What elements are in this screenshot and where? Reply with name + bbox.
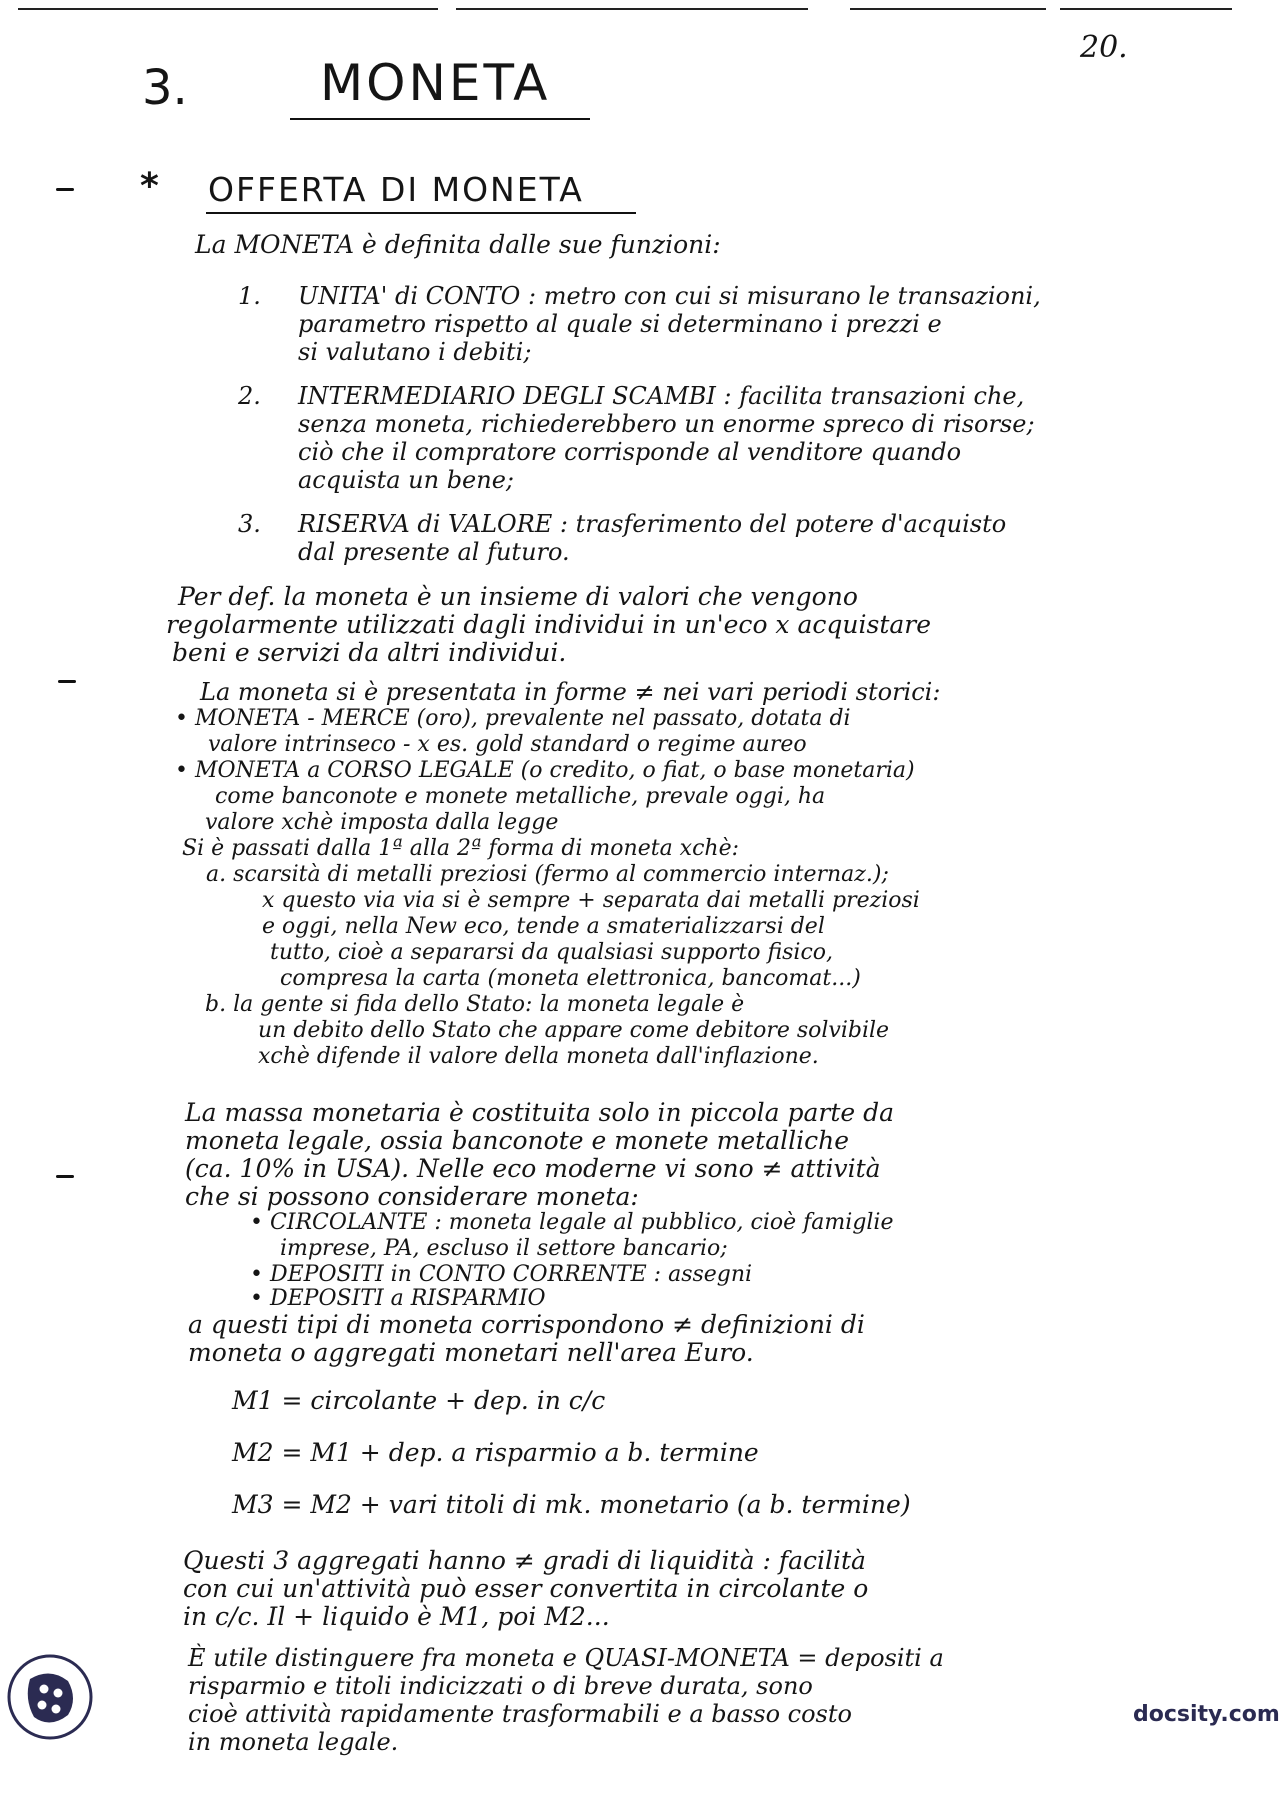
margin-mark [58,680,76,683]
function-line: senza moneta, richiederebbero un enorme spreco di risorse; [298,410,1035,438]
forms-line: La moneta si è presentata in forme ≠ nei vari periodi storici: [200,678,941,706]
forms-line: e oggi, nella New eco, tende a smaterializzarsi del [262,914,825,939]
definition-line: Per def. la moneta è un insieme di valori che vengono [178,582,858,611]
function-line: UNITA' di CONTO : metro con cui si misurano le transazioni, [298,282,1041,310]
money-mass-line: La massa monetaria è costituita solo in piccola parte da [185,1098,895,1127]
margin-mark [56,188,74,191]
section-underline [206,212,636,214]
forms-line: un debito dello Stato che appare come debitore solvibile [258,1018,890,1043]
top-rule [850,8,1046,10]
forms-line: xchè difende il valore della moneta dall'inflazione. [258,1044,819,1069]
quasi-money-line: cioè attività rapidamente trasformabili e a basso costo [188,1700,852,1728]
function-line: parametro rispetto al quale si determinano i prezzi e [298,310,942,338]
aggregate-formula: M1 = circolante + dep. in c/c [232,1386,606,1415]
function-line: ciò che il compratore corrisponde al venditore quando [298,438,962,466]
money-mass-line: moneta o aggregati monetari nell'area Euro. [188,1338,754,1367]
page-number: 20. [1080,30,1128,65]
section-title: OFFERTA DI MONETA [208,170,584,209]
definition-line: regolarmente utilizzati dagli individui in un'eco x acquistare [166,610,932,639]
money-mass-line: • DEPOSITI in CONTO CORRENTE : assegni [250,1262,753,1287]
function-number: 3. [238,510,261,538]
chapter-underline [290,118,590,120]
docsity-logo-icon [6,1653,94,1741]
function-line: si valutano i debiti; [298,338,532,366]
top-rule [1060,8,1232,10]
liquidity-line: con cui un'attività può esser convertita in circolante o [183,1574,869,1603]
liquidity-line: Questi 3 aggregati hanno ≠ gradi di liquidità : facilità [183,1546,866,1575]
forms-line: come banconote e monete metalliche, prevale oggi, ha [215,784,826,809]
top-rule [456,8,808,10]
top-rule [18,8,438,10]
money-mass-line: moneta legale, ossia banconote e monete metalliche [185,1126,850,1155]
forms-line: Si è passati dalla 1ª alla 2ª forma di moneta xchè: [182,836,740,861]
forms-line: x questo via via si è sempre + separata dai metalli preziosi [262,888,920,913]
forms-line: tutto, cioè a separarsi da qualsiasi supporto fisico, [270,940,834,965]
forms-line: • MONETA a CORSO LEGALE (o credito, o fiat, o base monetaria) [175,758,915,783]
chapter-title: MONETA [320,54,551,112]
money-mass-line: • CIRCOLANTE : moneta legale al pubblico, cioè famiglie [250,1210,894,1235]
money-mass-line: che si possono considerare moneta: [185,1182,639,1211]
function-line: RISERVA di VALORE : trasferimento del potere d'acquisto [298,510,1007,538]
function-line: INTERMEDIARIO DEGLI SCAMBI : facilita transazioni che, [298,382,1025,410]
definition-line: beni e servizi da altri individui. [172,638,567,667]
aggregate-formula: M2 = M1 + dep. a risparmio a b. termine [232,1438,759,1467]
section-bullet: * [140,166,161,207]
quasi-money-line: risparmio e titoli indicizzati o di breve durata, sono [188,1672,813,1700]
forms-line: valore intrinseco - x es. gold standard o regime aureo [208,732,807,757]
function-number: 2. [238,382,261,410]
docsity-brand-link[interactable]: docsity.com [1133,1702,1280,1727]
forms-line: • MONETA - MERCE (oro), prevalente nel passato, dotata di [175,706,851,731]
function-number: 1. [238,282,261,310]
quasi-money-line: in moneta legale. [188,1728,399,1756]
quasi-money-line: È utile distinguere fra moneta e QUASI-MONETA = depositi a [188,1644,944,1672]
money-mass-line: (ca. 10% in USA). Nelle eco moderne vi sono ≠ attività [185,1154,881,1183]
margin-mark [56,1175,74,1178]
function-line: acquista un bene; [298,466,514,494]
intro-line: La MONETA è definita dalle sue funzioni: [195,230,721,259]
chapter-number: 3. [142,60,188,116]
forms-line: a. scarsità di metalli preziosi (fermo al commercio internaz.); [206,862,889,887]
money-mass-line: imprese, PA, escluso il settore bancario; [280,1236,728,1261]
money-mass-line: a questi tipi di moneta corrispondono ≠ definizioni di [188,1310,865,1339]
liquidity-line: in c/c. Il + liquido è M1, poi M2... [183,1602,610,1631]
function-line: dal presente al futuro. [298,538,570,566]
forms-line: compresa la carta (moneta elettronica, bancomat...) [280,966,861,991]
aggregate-formula: M3 = M2 + vari titoli di mk. monetario (a b. termine) [232,1490,911,1519]
forms-line: valore xchè imposta dalla legge [205,810,559,835]
money-mass-line: • DEPOSITI a RISPARMIO [250,1286,546,1311]
forms-line: b. la gente si fida dello Stato: la moneta legale è [205,992,745,1017]
